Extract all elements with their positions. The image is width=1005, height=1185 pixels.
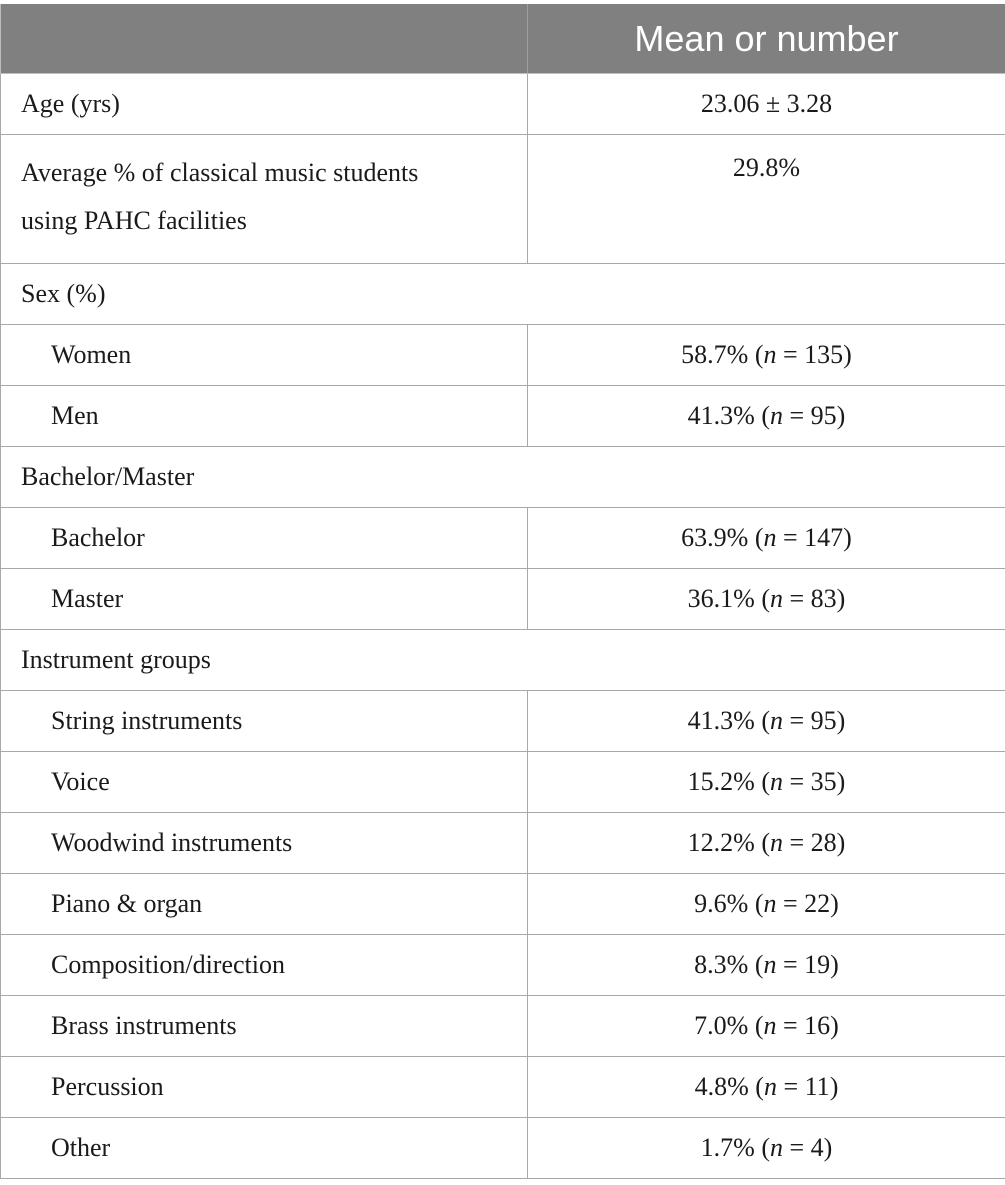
row-value [528, 569, 1005, 630]
table-row [1, 569, 1005, 630]
percent-value: 1.7% [700, 1133, 755, 1162]
row-value [528, 691, 1005, 752]
percent-value: 15.2% [687, 767, 755, 796]
percent-value: 12.2% [687, 828, 755, 857]
percent-value: 63.9% [681, 523, 749, 552]
count-equals: = [783, 828, 811, 857]
row-value [528, 1057, 1005, 1118]
count-open-paren: ( [754, 889, 764, 918]
row-label: Composition/direction [1, 935, 528, 996]
count-close-paren: ) [830, 889, 839, 918]
count-value: 95 [810, 401, 837, 430]
count-equals: = [783, 584, 811, 613]
count-symbol: n [770, 584, 783, 613]
row-label-line-1: Average % of classical music students [21, 158, 419, 187]
count-symbol: n [770, 706, 783, 735]
count-open-paren: ( [754, 523, 764, 552]
row-label-line-2: using PAHC facilities [21, 206, 247, 235]
count-open-paren: ( [761, 706, 770, 735]
row-label: Other [1, 1118, 528, 1179]
table-row [1, 325, 1005, 386]
demographics-table [0, 4, 1005, 1179]
count-symbol: n [770, 767, 783, 796]
count-open-paren: ( [754, 340, 764, 369]
row-label: Bachelor [1, 508, 528, 569]
section-heading: Sex (%) [1, 264, 1005, 325]
percent-value: 7.0% [694, 1011, 749, 1040]
row-value [528, 813, 1005, 874]
count-equals: = [776, 340, 805, 369]
row-value [528, 325, 1005, 386]
count-open-paren: ( [761, 401, 770, 430]
count-value: 22 [804, 889, 831, 918]
count-symbol: n [770, 401, 783, 430]
row-label: Piano & organ [1, 874, 528, 935]
table-row [1, 935, 1005, 996]
row-label: Women [1, 325, 528, 386]
count-equals: = [783, 1133, 811, 1162]
section-heading: Instrument groups [1, 630, 1005, 691]
count-value: 83 [810, 584, 837, 613]
count-symbol: n [763, 889, 777, 918]
section-heading: Bachelor/Master [1, 447, 1005, 508]
row-value: 29.8% [528, 135, 1005, 264]
table-row-age [1, 74, 1005, 135]
row-value [528, 935, 1005, 996]
percent-value: 4.8% [694, 1072, 749, 1101]
table-row [1, 752, 1005, 813]
row-value [528, 386, 1005, 447]
count-value: 28 [810, 828, 837, 857]
row-label: Brass instruments [1, 996, 528, 1057]
percent-value: 8.3% [694, 950, 749, 979]
table-row [1, 1057, 1005, 1118]
header-row [1, 4, 1005, 74]
row-value [528, 1118, 1005, 1179]
table-row-pahc-usage [1, 135, 1005, 264]
count-symbol: n [763, 950, 777, 979]
count-close-paren: ) [836, 767, 846, 796]
count-equals: = [776, 950, 805, 979]
count-equals: = [776, 1072, 805, 1101]
count-equals: = [783, 401, 811, 430]
count-close-paren: ) [836, 828, 846, 857]
count-close-paren: ) [823, 1133, 833, 1162]
table-row [1, 813, 1005, 874]
table-row [1, 508, 1005, 569]
row-label: Woodwind instruments [1, 813, 528, 874]
row-label: Percussion [1, 1057, 528, 1118]
header-col-variable [1, 4, 528, 74]
percent-value: 9.6% [694, 889, 749, 918]
row-label [1, 135, 528, 264]
row-value [528, 508, 1005, 569]
count-equals: = [776, 889, 805, 918]
section-heading-row-sex [1, 264, 1005, 325]
row-value [528, 874, 1005, 935]
table-row [1, 691, 1005, 752]
percent-value: 58.7% [681, 340, 749, 369]
count-value: 4 [810, 1133, 824, 1162]
row-label: Master [1, 569, 528, 630]
count-value: 19 [804, 950, 831, 979]
count-open-paren: ( [761, 584, 770, 613]
section-heading-row-instruments [1, 630, 1005, 691]
count-close-paren: ) [843, 340, 852, 369]
count-close-paren: ) [836, 706, 846, 735]
row-label: Age (yrs) [1, 74, 528, 135]
count-equals: = [783, 706, 811, 735]
count-value: 11 [804, 1072, 830, 1101]
row-label: Men [1, 386, 528, 447]
table-row [1, 386, 1005, 447]
count-open-paren: ( [754, 1011, 764, 1040]
row-label: Voice [1, 752, 528, 813]
table-row [1, 1118, 1005, 1179]
table-row [1, 874, 1005, 935]
row-value [528, 996, 1005, 1057]
row-value [528, 752, 1005, 813]
count-close-paren: ) [830, 1011, 839, 1040]
count-value: 95 [810, 706, 837, 735]
count-value: 135 [804, 340, 844, 369]
row-value: 23.06 ± 3.28 [528, 74, 1005, 135]
percent-value: 36.1% [687, 584, 755, 613]
count-close-paren: ) [830, 950, 839, 979]
count-symbol: n [763, 523, 777, 552]
row-label: String instruments [1, 691, 528, 752]
count-open-paren: ( [755, 1072, 764, 1101]
percent-value: 41.3% [687, 706, 755, 735]
count-symbol: n [763, 1011, 777, 1040]
count-open-paren: ( [761, 767, 770, 796]
header-col-mean-or-number: Mean or number [528, 4, 1005, 74]
count-close-paren: ) [843, 523, 852, 552]
count-close-paren: ) [829, 1072, 839, 1101]
count-symbol: n [763, 340, 777, 369]
count-close-paren: ) [836, 401, 846, 430]
count-symbol: n [770, 828, 783, 857]
count-open-paren: ( [761, 1133, 770, 1162]
count-close-paren: ) [836, 584, 846, 613]
section-heading-row-degree [1, 447, 1005, 508]
count-equals: = [776, 523, 805, 552]
count-symbol: n [763, 1072, 777, 1101]
count-equals: = [783, 767, 811, 796]
count-value: 16 [804, 1011, 831, 1040]
count-symbol: n [770, 1133, 783, 1162]
count-equals: = [776, 1011, 805, 1040]
percent-value: 41.3% [687, 401, 755, 430]
count-value: 35 [810, 767, 837, 796]
count-open-paren: ( [754, 950, 764, 979]
count-open-paren: ( [761, 828, 770, 857]
table-row [1, 996, 1005, 1057]
count-value: 147 [804, 523, 844, 552]
